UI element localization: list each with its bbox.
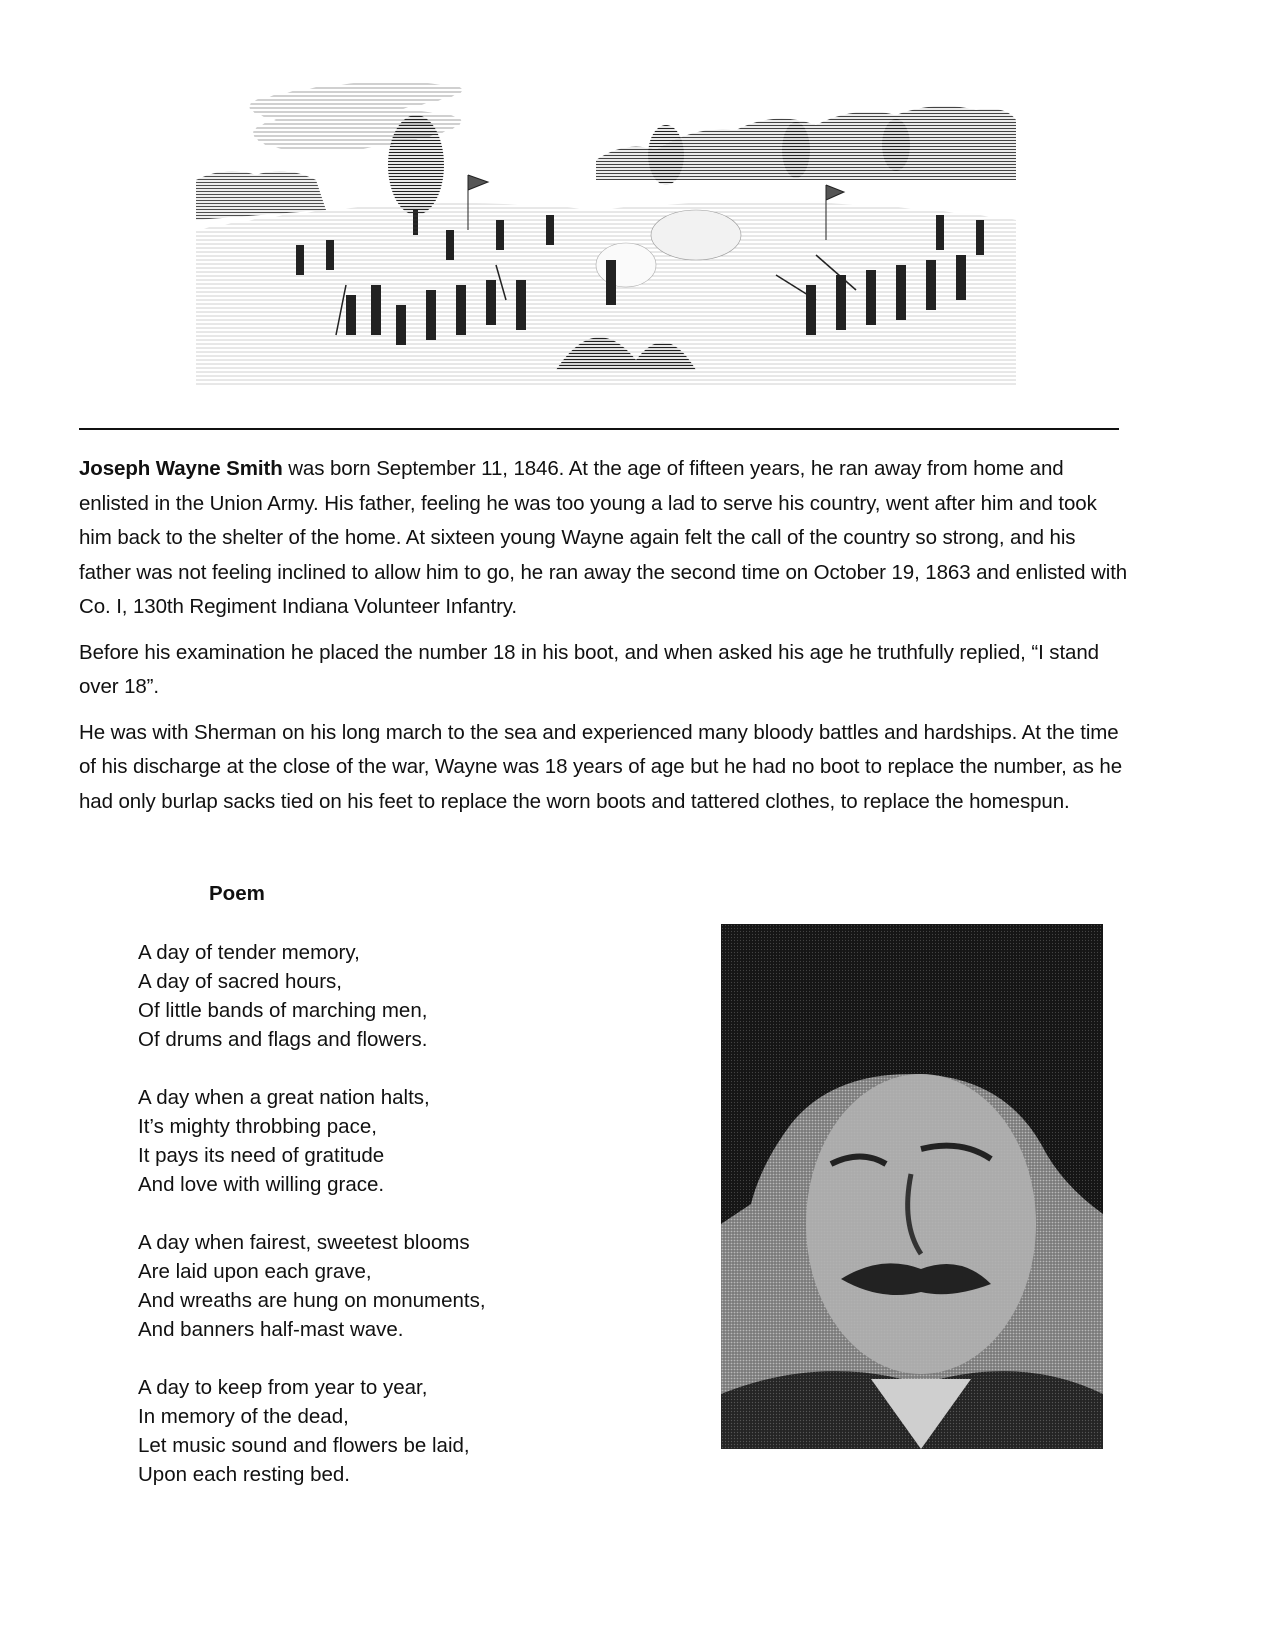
biography-section (79, 452, 1129, 830)
poem-line: And love with willing grace. (138, 1173, 385, 1196)
poem-line: It’s mighty throbbing pace, (138, 1115, 377, 1138)
poem-line: And wreaths are hung on monuments, (138, 1289, 486, 1312)
poem-stanza-4 (138, 1373, 486, 1489)
poem-line: Let music sound and flowers be laid, (138, 1434, 470, 1457)
poem-line: A day of tender memory, (138, 941, 360, 964)
poem-stanza-2 (138, 1083, 486, 1199)
bio-paragraph-2: Before his examination he placed the number 18 in his boot, and when asked his age he truthfully replied, “I stand over 18”. (79, 640, 1099, 698)
poem-line: In memory of the dead, (138, 1405, 349, 1428)
poem-stanza-3 (138, 1228, 486, 1344)
poem-title: Poem (209, 882, 265, 905)
poem-line: A day when fairest, sweetest blooms (138, 1231, 470, 1254)
poem-line: And banners half-mast wave. (138, 1318, 404, 1341)
horizontal-rule (79, 428, 1119, 430)
poem-line: Of drums and flags and flowers. (138, 1028, 428, 1051)
poem-body (138, 938, 486, 1518)
battle-illustration-image (196, 70, 1016, 385)
bio-paragraph-3: He was with Sherman on his long march to the sea and experienced many bloody battles and hardships. At the time of his discharge at the close of the war, Wayne was 18 years of age but he had no boot to replace the number, as he had only burlap sacks tied on his feet to replace the worn boots and tattered clothes, to replace the homespun. (79, 720, 1123, 813)
poem-line: It pays its need of gratitude (138, 1144, 385, 1167)
poem-line: Upon each resting bed. (138, 1463, 350, 1486)
poem-stanza-1 (138, 938, 486, 1054)
bio-paragraph-1-text: was born September 11, 1846. At the age of fifteen years, he ran away from home and enlisted in the Union Army. His father, feeling he was too young a lad to serve his country, went after him and took him back to the shelter of the home. At sixteen young Wayne again felt the call of the country so strong, and his father was not feeling inclined to allow him to go, he ran away the second time on October 19, 1863 and enlisted with Co. I, 130th Regiment Indiana Volunteer Infantry. (79, 457, 1128, 618)
portrait-photo-image (721, 924, 1103, 1449)
poem-line: A day when a great nation halts, (138, 1086, 430, 1109)
bio-paragraph-1 (79, 452, 1129, 625)
poem-line: Of little bands of marching men, (138, 999, 428, 1022)
poem-line: Are laid upon each grave, (138, 1260, 372, 1283)
poem-line: A day of sacred hours, (138, 970, 342, 993)
bio-subject-name: Joseph Wayne Smith (79, 457, 283, 480)
poem-line: A day to keep from year to year, (138, 1376, 428, 1399)
